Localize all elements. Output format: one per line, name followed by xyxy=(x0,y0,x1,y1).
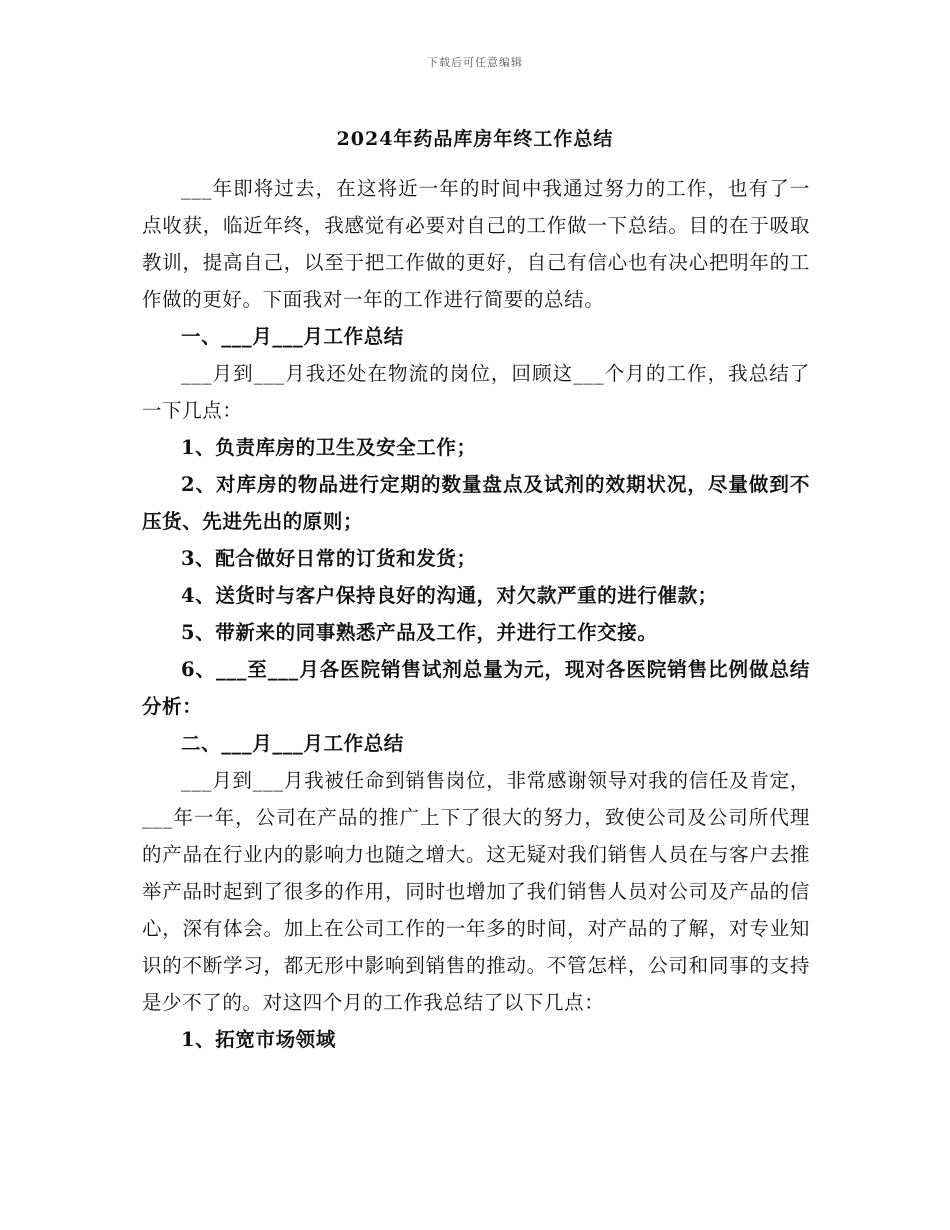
paragraph-section-2-body: ___月到___月我被任命到销售岗位，非常感谢领导对我的信任及肯定，___年一年，公司在产品的推广上下了很大的努力，致使公司及公司所代理的产品在行业内的影响力也随之增大。这无疑对我们销售人员在与客户去推举产品时起到了很多的作用，同时也增加了我们销售人员对公司及产品的信心，深有体会。加上在公司工作的一年多的时间，对产品的了解，对专业知识的不断学习，都无形中影响到销售的推动。不管怎样，公司和同事的支持是少不了的。对这四个月的工作我总结了以下几点： xyxy=(142,769,810,1014)
section-heading-2: 二、___月___月工作总结 xyxy=(181,732,404,755)
list-item-expand-market: 1、拓宽市场领域 xyxy=(181,1028,336,1051)
list-item-3: 3、配合做好日常的订货和发货； xyxy=(181,547,477,570)
paragraph-intro: ___年即将过去，在这将近一年的时间中我通过努力的工作，也有了一点收获，临近年终，我感觉有必要对自己的工作做一下总结。目的在于吸取教训，提高自己，以至于把工作做的更好，自己有信心也有决心把明年的工作做的更好。下面我对一年的工作进行简要的总结。 xyxy=(142,177,810,311)
list-item-2: 2、对库房的物品进行定期的数量盘点及试剂的效期状况，尽量做到不压货、先进先出的原则； xyxy=(142,473,810,533)
list-item-4: 4、送货时与客户保持良好的沟通，对欠款严重的进行催款； xyxy=(181,584,718,607)
list-item-6: 6、___至___月各医院销售试剂总量为元，现对各医院销售比例做总结分析： xyxy=(142,658,810,718)
list-item-1: 1、负责库房的卫生及安全工作； xyxy=(181,436,477,459)
section-heading-1: 一、___月___月工作总结 xyxy=(181,325,404,348)
page-header-note: 下载后可任意编辑 xyxy=(427,56,523,69)
document-title: 2024年药品库房年终工作总结 xyxy=(336,128,614,150)
list-item-5: 5、带新来的同事熟悉产品及工作，并进行工作交接。 xyxy=(181,621,658,644)
document-body xyxy=(142,170,810,1058)
paragraph-section-1-intro: ___月到___月我还处在物流的岗位，回顾这___个月的工作，我总结了一下几点： xyxy=(142,362,810,422)
